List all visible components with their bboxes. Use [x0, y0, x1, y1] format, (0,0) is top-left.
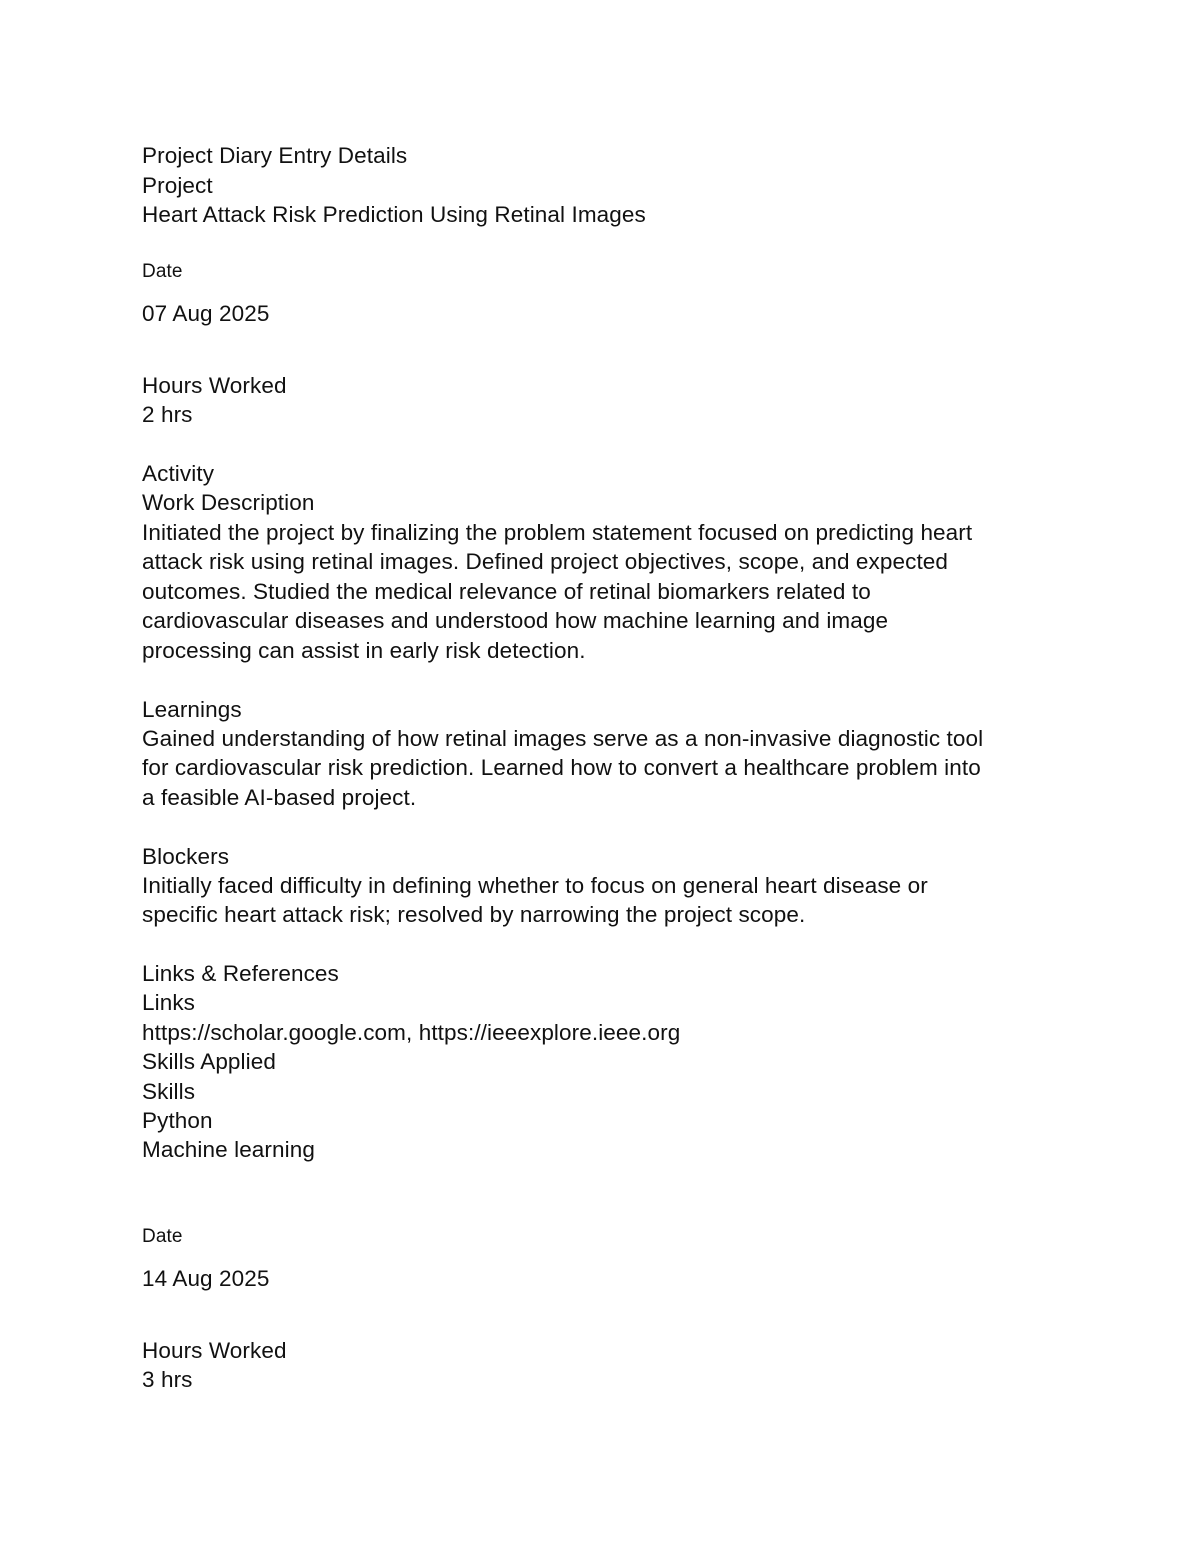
work-description-line: cardiovascular diseases and understood how machine learning and image [142, 608, 889, 634]
entry1-work-description [142, 518, 972, 665]
entry1-skills-label: Skills [142, 1079, 196, 1104]
entry1-links-label: Links [142, 990, 196, 1015]
entry1-blockers [142, 871, 928, 930]
entry1-links: https://scholar.google.com, https://ieeexplore.ieee.org [142, 1020, 681, 1045]
learnings-line: Gained understanding of how retinal images serve as a non-invasive diagnostic tool [142, 726, 984, 751]
entry2-hours-label: Hours Worked [142, 1338, 287, 1363]
entry1-hours: 2 hrs [142, 402, 193, 427]
entry2-date: 14 Aug 2025 [142, 1266, 270, 1291]
project-label: Project [142, 173, 213, 198]
work-description-line: processing can assist in early risk detection. [142, 637, 586, 663]
blockers-line: Initially faced difficulty in defining whether to focus on general heart disease or [142, 873, 928, 898]
blockers-line: specific heart attack risk; resolved by narrowing the project scope. [142, 902, 806, 928]
entry1-learnings [142, 724, 983, 812]
document-title: Project Diary Entry Details [142, 143, 408, 168]
project-name: Heart Attack Risk Prediction Using Retinal Images [142, 202, 646, 227]
entry1-blockers-label: Blockers [142, 844, 230, 869]
entry1-activity-label: Activity [142, 461, 215, 486]
work-description-line: outcomes. Studied the medical relevance of retinal biomarkers related to [142, 578, 871, 604]
work-description-line: attack risk using retinal images. Defined project objectives, scope, and expected [142, 549, 949, 575]
entry1-skills-applied-label: Skills Applied [142, 1049, 276, 1074]
learnings-line: for cardiovascular risk prediction. Learned how to convert a healthcare problem into [142, 755, 981, 781]
entry1-hours-label: Hours Worked [142, 373, 287, 398]
entry2-hours: 3 hrs [142, 1367, 193, 1392]
learnings-line: a feasible AI-based project. [142, 784, 417, 810]
entry1-work-description-label: Work Description [142, 490, 315, 515]
entry2-date-label: Date [142, 1226, 183, 1247]
entry1-date: 07 Aug 2025 [142, 301, 270, 326]
entry1-skill-item: Python [142, 1108, 213, 1133]
entry1-learnings-label: Learnings [142, 697, 242, 722]
entry1-date-label: Date [142, 261, 183, 282]
entry1-links-references-label: Links & References [142, 961, 339, 986]
work-description-line: Initiated the project by finalizing the problem statement focused on predicting heart [142, 520, 973, 545]
entry1-skill-item: Machine learning [142, 1137, 315, 1162]
